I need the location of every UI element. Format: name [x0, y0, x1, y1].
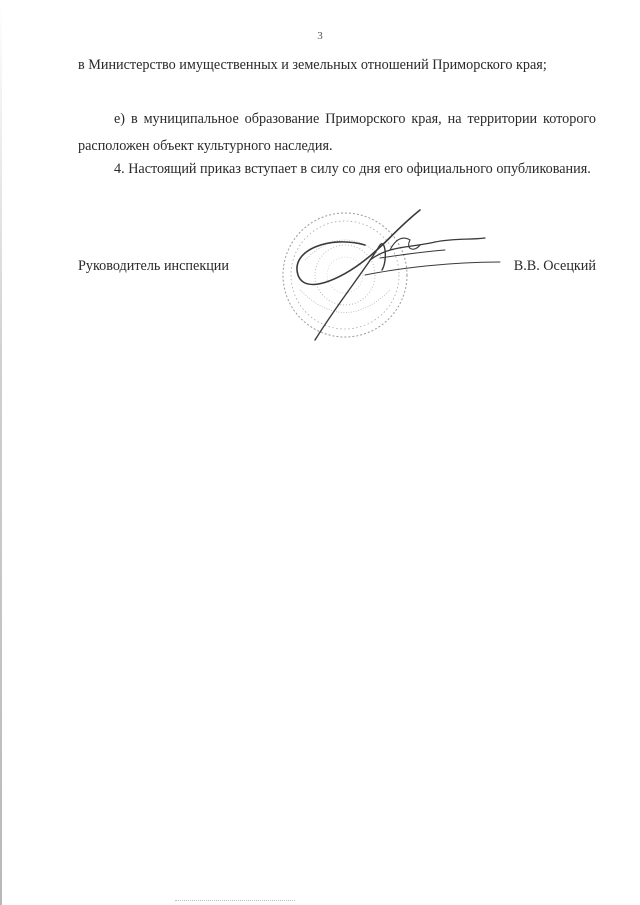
scan-edge	[0, 0, 2, 905]
round-seal-icon	[283, 213, 407, 337]
handwritten-signature-icon	[297, 210, 500, 340]
signer-name: В.В. Осецкий	[513, 258, 596, 274]
signer-role: Руководитель инспекции	[78, 258, 229, 274]
page-number: 3	[317, 30, 323, 42]
scan-artifact	[175, 900, 295, 901]
paragraph-effective-date: 4. Настоящий приказ вступает в силу со дня его официального опубликования.	[114, 161, 591, 177]
paragraph-ministry: в Министерство имущественных и земельных отношений Приморского края;	[78, 57, 547, 73]
stamp-and-signature	[270, 200, 510, 350]
paragraph-municipality: е) в муниципальное образование Приморского края, на территории которого расположен объект культурного наследия.	[78, 111, 596, 154]
